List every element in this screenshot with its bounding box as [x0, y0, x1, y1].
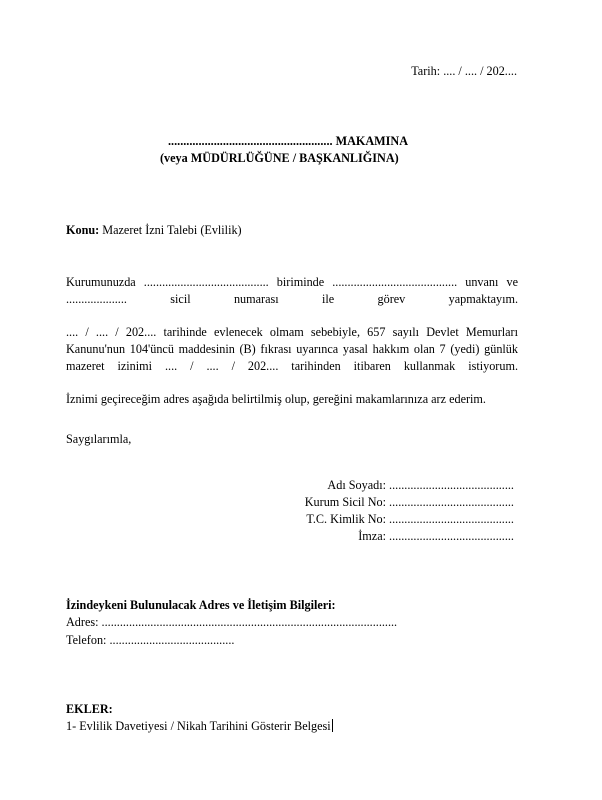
signature-value: ......................................... — [389, 512, 514, 526]
paragraph-2-line-1: .... / .... / 202.... tarihinde evlenecek olmam sebebiyle, 657 sayılı Devlet Memurları — [66, 325, 518, 339]
attachments-title: EKLER: — [66, 702, 113, 716]
phone-value: ......................................... — [109, 633, 235, 647]
signature-row-imza — [200, 529, 514, 544]
text-cursor — [332, 719, 333, 732]
paragraph-1-line-1: Kurumunuzda ......................................... biriminde ......................................... unvanı ve — [66, 275, 518, 289]
heading-line-1: ...................................................... MAKAMINA — [168, 134, 409, 148]
subject-label: Konu: — [66, 223, 100, 237]
paragraph-2-line-3: mazeret izinimi .... / .... / 202.... tarihinden itibaren kullanmak istiyorum. — [66, 359, 518, 373]
phone-label: Telefon: — [66, 633, 107, 647]
address-value: ................................................................................................. — [101, 615, 398, 629]
paragraph-2-line-2: Kanunu'nun 104'üncü maddesinin (B) fıkrası uyarınca yasal hakkım olan 7 (yedi) günlük — [66, 342, 518, 356]
signature-value: ......................................... — [389, 529, 514, 543]
address-label: Adres: — [66, 615, 99, 629]
signature-value: ......................................... — [389, 478, 514, 492]
phone-line — [66, 633, 234, 648]
subject-value: Mazeret İzni Talebi (Evlilik) — [102, 223, 242, 237]
contact-title: İzindeykeni Bulunulacak Adres ve İletişim Bilgileri: — [66, 598, 336, 612]
signature-label: İmza: — [358, 529, 386, 543]
signature-row-sicil — [200, 495, 514, 510]
heading-line-2: (veya MÜDÜRLÜĞÜNE / BAŞKANLIĞINA) — [160, 151, 399, 165]
attachment-item-text: 1- Evlilik Davetiyesi / Nikah Tarihini Gösterir Belgesi — [66, 719, 331, 733]
date-line: Tarih: .... / .... / 202.... — [411, 64, 517, 78]
signature-row-name — [200, 478, 514, 493]
closing-text: Saygılarımla, — [66, 432, 132, 446]
signature-label: T.C. Kimlik No: — [306, 512, 386, 526]
subject-line — [66, 223, 242, 238]
signature-row-tc — [200, 512, 514, 527]
signature-label: Adı Soyadı: — [327, 478, 386, 492]
signature-label: Kurum Sicil No: — [304, 495, 386, 509]
paragraph-3: İznimi geçireceğim adres aşağıda belirtilmiş olup, gereğini makamlarınıza arz ederim. — [66, 392, 486, 406]
address-line — [66, 615, 397, 630]
signature-value: ......................................... — [389, 495, 514, 509]
attachment-item[interactable] — [66, 719, 333, 734]
paragraph-1-line-2: .................... sicil numarası ile görev yapmaktayım. — [66, 292, 518, 306]
